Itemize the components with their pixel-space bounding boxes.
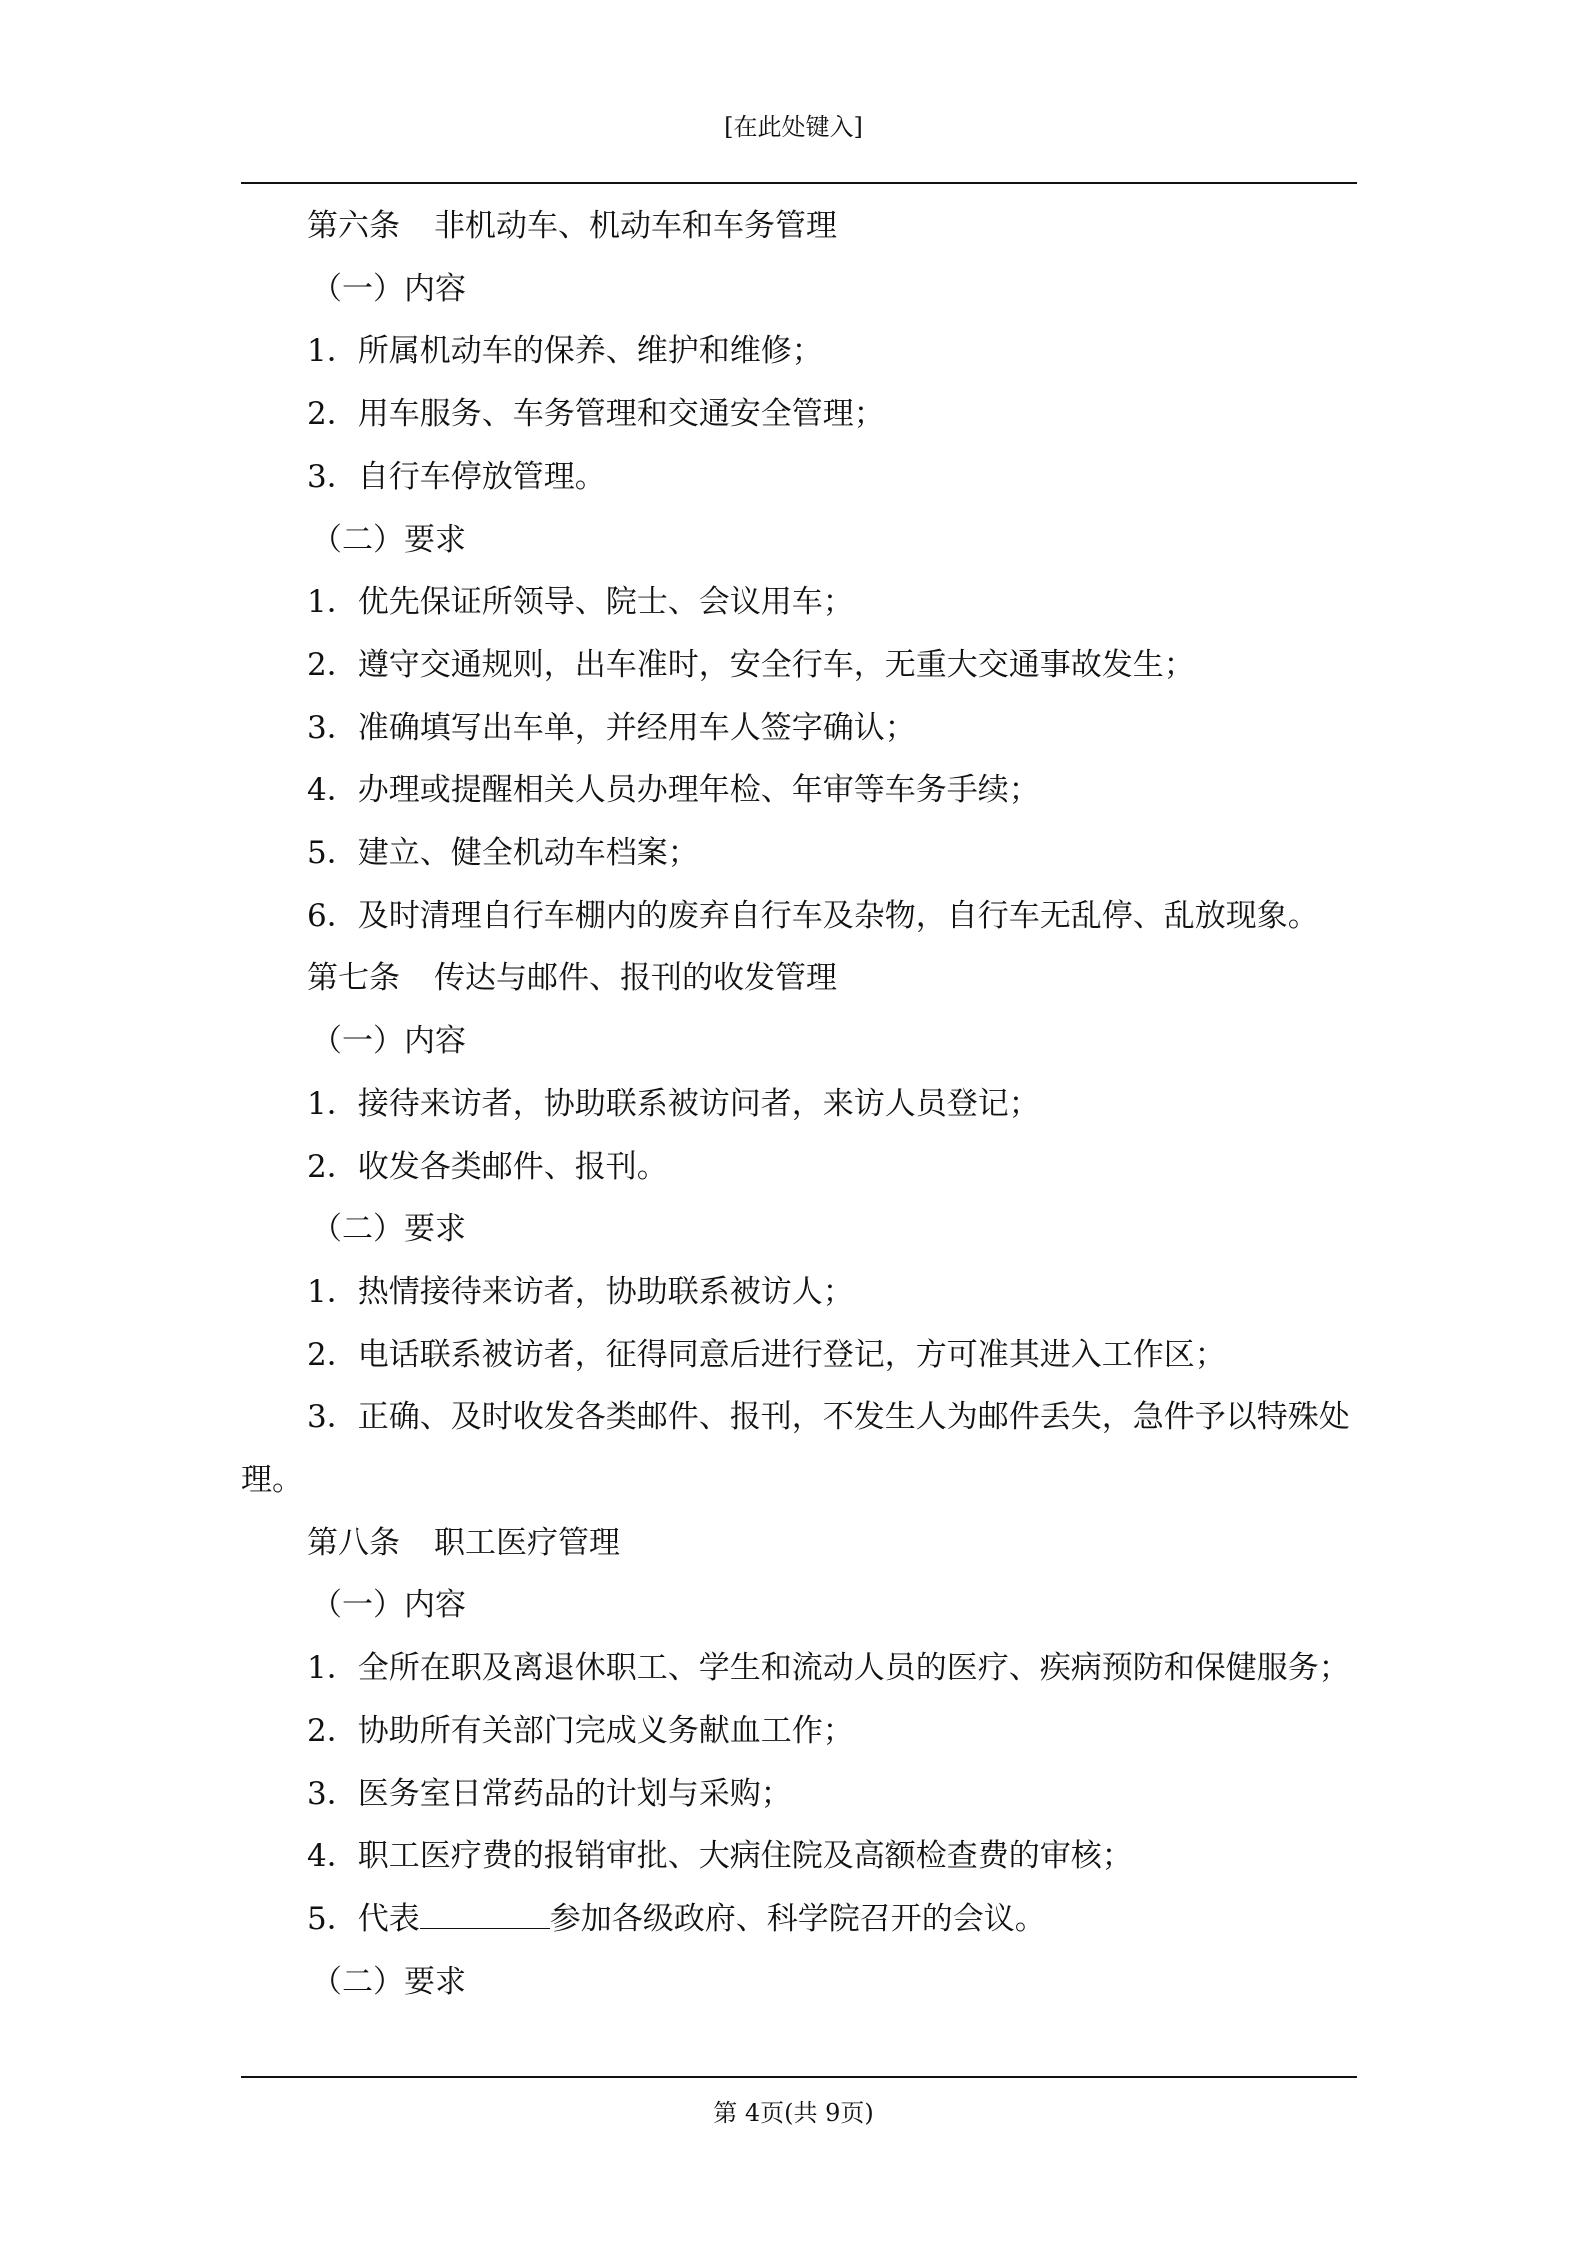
list-item: 5．建立、健全机动车档案； — [307, 835, 699, 872]
document-body — [241, 195, 1357, 2013]
section-heading: （二）要求 — [311, 1963, 466, 2000]
list-item-prefix: 5．代表 — [307, 1900, 420, 1937]
article-title: 非机动车、机动车和车务管理 — [434, 208, 837, 244]
list-item: 4．办理或提醒相关人员办理年检、年审等车务手续； — [307, 772, 1040, 809]
list-item-suffix: 参加各级政府、科学院召开的会议。 — [549, 1900, 1046, 1937]
list-item: 1．热情接待来访者，协助联系被访人； — [307, 1273, 854, 1310]
page-footer: 第 4页(共 9页) — [713, 2099, 874, 2127]
article-number: 第八条 — [307, 1524, 400, 1561]
fill-in-blank — [420, 1898, 550, 1929]
list-item: 3．医务室日常药品的计划与采购； — [307, 1775, 792, 1812]
list-item: 1．所属机动车的保养、维护和维修； — [307, 333, 823, 370]
list-item: 1．全所在职及离退休职工、学生和流动人员的医疗、疾病预防和保健服务； — [307, 1650, 1350, 1687]
list-item: 2．用车服务、车务管理和交通安全管理； — [307, 396, 885, 433]
list-item: 2．收发各类邮件、报刊。 — [307, 1148, 668, 1185]
section-heading: （一）内容 — [311, 270, 466, 307]
list-item: 1．优先保证所领导、院士、会议用车； — [307, 584, 854, 621]
list-item: 3．准确填写出车单，并经用车人签字确认； — [307, 709, 916, 746]
footer-rule — [241, 2076, 1357, 2078]
header-rule — [241, 182, 1357, 184]
list-item: 3．自行车停放管理。 — [307, 458, 606, 495]
list-item: 3．正确、及时收发各类邮件、报刊，不发生人为邮件丢失，急件予以特殊处理。 — [241, 1399, 1350, 1499]
article-title: 传达与邮件、报刊的收发管理 — [434, 960, 837, 997]
list-item: 2．遵守交通规则，出车准时，安全行车，无重大交通事故发生； — [307, 646, 1195, 683]
list-item: 4．职工医疗费的报销审批、大病住院及高额检查费的审核； — [307, 1838, 1133, 1875]
list-item: 6．及时清理自行车棚内的废弃自行车及杂物，自行车无乱停、乱放现象。 — [307, 897, 1319, 934]
section-heading: （二）要求 — [311, 521, 466, 558]
article-title: 职工医疗管理 — [434, 1524, 620, 1561]
list-item: 2．电话联系被访者，征得同意后进行登记，方可准其进入工作区； — [307, 1336, 1226, 1373]
list-item: 2．协助所有关部门完成义务献血工作； — [307, 1712, 854, 1749]
section-heading: （二）要求 — [311, 1211, 466, 1248]
list-item — [241, 1888, 1357, 1951]
page-header: [在此处键入] — [724, 113, 863, 141]
article-number: 第七条 — [307, 960, 400, 997]
section-heading: （一）内容 — [311, 1023, 466, 1060]
article-number: 第六条 — [307, 208, 400, 244]
article-heading — [241, 195, 1357, 258]
section-heading: （一）内容 — [311, 1587, 466, 1624]
article-heading — [241, 947, 1357, 1010]
list-item: 1．接待来访者，协助联系被访问者，来访人员登记； — [307, 1085, 1040, 1122]
article-heading — [241, 1512, 1357, 1575]
